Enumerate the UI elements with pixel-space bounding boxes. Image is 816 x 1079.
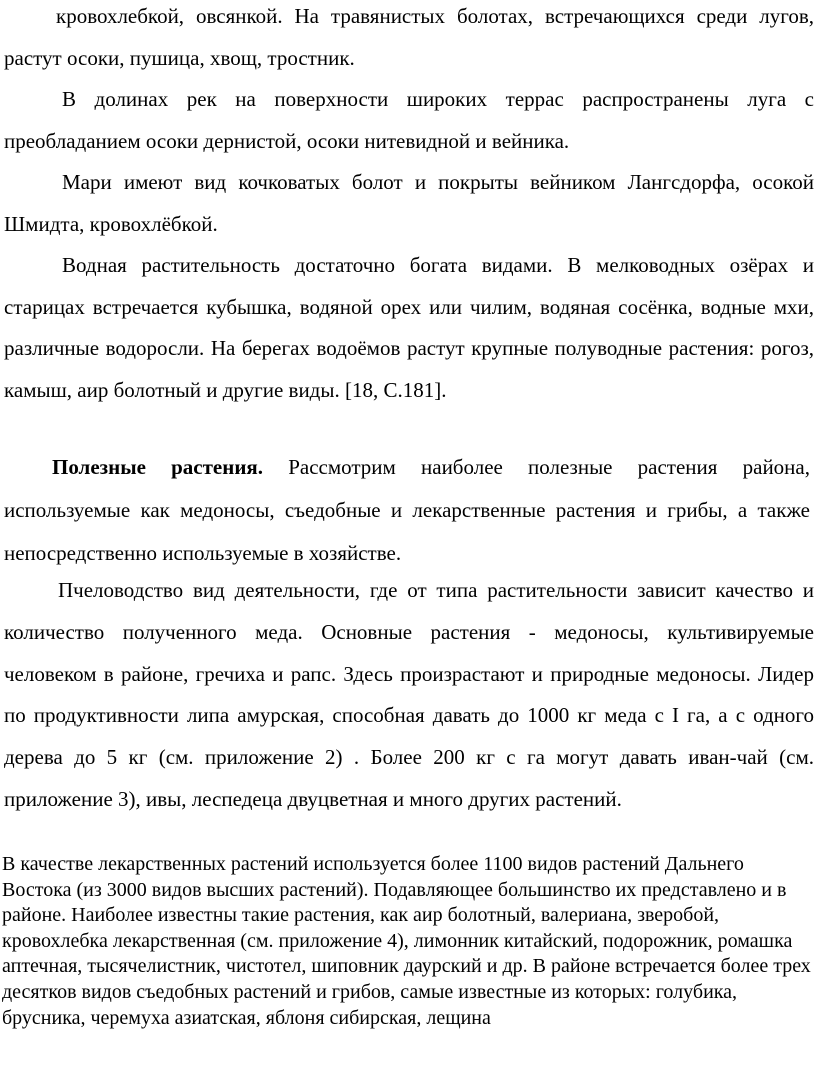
paragraph-beekeeping: Пчеловодство вид деятельности, где от типа растительности зависит качество и количество полученного меда. Основные растения - медоносы, культивируемые человеком в районе, гречиха и рапс. Здесь произрастают и природные медоносы. Лидер по продуктивности липа амурская, способная давать до 1000 кг меда с I га, а с одного дерева до 5 кг (см. приложение 2) . Более 200 кг с га могут давать иван-чай (см. приложение 3), ивы, леспедеца двуцветная и много других растений. xyxy=(4,578,814,811)
paragraph-useful-plants-text: Рассмотрим наиболее полезные растения района, используемые как медоносы, съедобные и лекарственные растения и грибы, а также непосредственно используемые в хозяйстве. xyxy=(4,455,810,565)
paragraph-river-valleys: В долинах рек на поверхности широких террас распространены луга с преобладанием осоки дернистой, осоки нитевидной и вейника. xyxy=(4,87,814,153)
paragraph-medicinal-plants: В качестве лекарственных растений используется более 1100 видов растений Дальнего Востока (из 3000 видов высших растений). Подавляющее большинство их представлено и в районе. Наиболее известны такие растения, как аир болотный, валериана, зверобой, кровохлебка лекарственная (см. приложение 4), лимонник китайский, подорожник, ромашка аптечная, тысячелистник, чистотел, шиповник даурский и др. В районе встречается более трех десятков видов съедобных растений и грибов, самые известные из которых: голубика, брусника, черемуха азиатская, яблоня сибирская, лещина xyxy=(2,853,811,1029)
paragraph-meadow-swamps: кровохлебкой, овсянкой. На травянистых болотах, встречающихся среди лугов, растут осоки, пушица, хвощ, тростник. xyxy=(4,4,814,70)
paragraph-mari: Мари имеют вид кочковатых болот и покрыты вейником Лангсдорфа, осокой Шмидта, кровохлёбкой. xyxy=(4,170,814,236)
paragraph-useful-plants xyxy=(4,446,810,575)
paragraph-aquatic-vegetation: Водная растительность достаточно богата видами. В мелководных озёрах и старицах встречается кубышка, водяной орех или чилим, водяная сосёнка, водные мхи, различные водоросли. На берегах водоёмов растут крупные полуводные растения: рогоз, камыш, аир болотный и другие виды. [18, С.181]. xyxy=(4,253,814,403)
section-heading-useful-plants: Полезные растения. xyxy=(52,455,264,479)
